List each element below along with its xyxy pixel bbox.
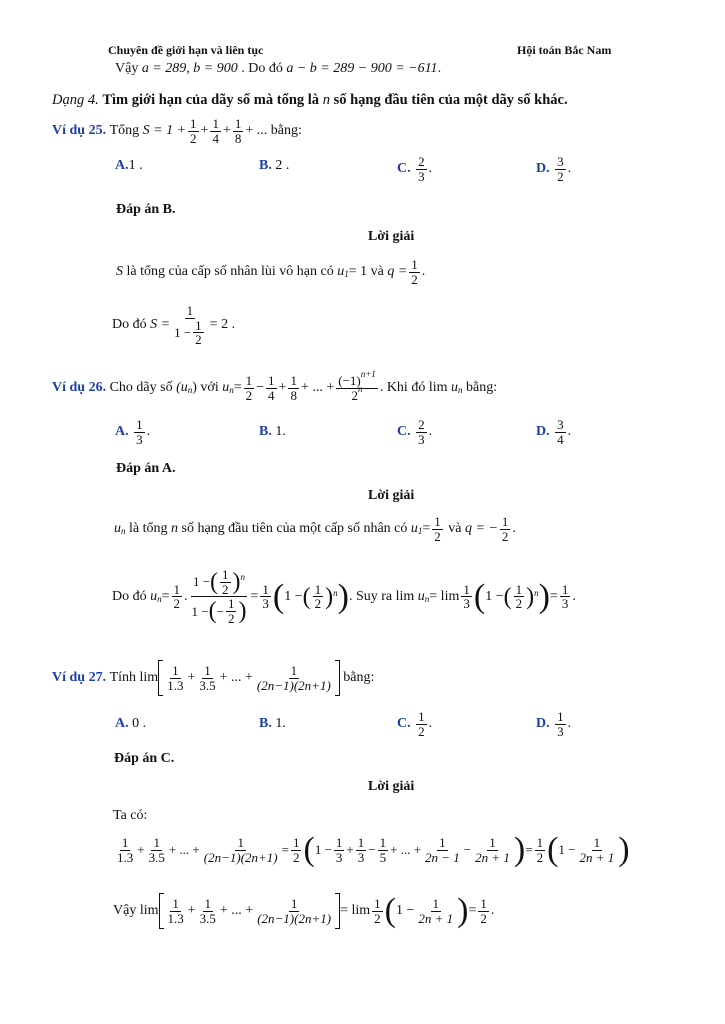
solution-26-line2: Do đó u n = $\frac{1}{2}$ . 1 − ( $\frac{1}{2}$ ) n 1 − ( − $\frac{1}{2}$ ) = $\frac{1}{3}$ ( 1 − ( $\frac{1}{2}$ ) n ) . Suy ra lim u n = lim $\frac{1}{3}$ ( 1 − ( $\frac{1}{2}$ ) n ) = $\frac{1}{3}$ . <box>112 567 576 626</box>
answer-27: Đáp án C. <box>114 751 175 766</box>
option-d: D. $\frac{3}{4}$ . <box>536 417 572 447</box>
example-27-question: Ví dụ 27. Tính lim $\frac{1}{1.3}$ + $\frac{1}{3.5}$ + ... + $\frac{1}{(2n-1)(2n+1)}$ bằng: <box>52 660 374 696</box>
solution-25-line2: Do đó S = 1 1 − $\frac{1}{2}$ = 2 . <box>112 303 236 348</box>
option-b: B. 1. <box>259 716 286 731</box>
solution-title-27: Lời giải <box>368 779 415 794</box>
option-b: B. 2 . <box>259 158 290 173</box>
option-c: C. $\frac{2}{3}$ . <box>397 154 433 184</box>
solution-title-26: Lời giải <box>368 488 415 503</box>
header-left: Chuyên đề giới hạn và liên tục <box>108 43 264 57</box>
option-d: D. $\frac{3}{2}$ . <box>536 154 572 184</box>
answer-25: Đáp án B. <box>116 202 176 217</box>
example-26-question: Ví dụ 26. Cho dãy số (u n ) với u n = $\frac{1}{2}$ − $\frac{1}{4}$ + $\frac{1}{8}$ + ... + $\frac{(-1)^{n+1}}{2^n}$ . Khi đó lim u n bằng: <box>52 369 498 403</box>
option-a: A. 1 . <box>115 158 143 173</box>
example-25-question: Ví dụ 25. Tổng S = 1 + $\frac{1}{2}$ + $\frac{1}{4}$ + $\frac{1}{8}$ + ... bằng: <box>52 116 302 146</box>
option-a: A. 0 . <box>115 716 147 731</box>
option-a: A. $\frac{1}{3}$ . <box>115 417 151 447</box>
option-b: B. 1. <box>259 424 286 439</box>
option-c: C. $\frac{1}{2}$ . <box>397 709 433 739</box>
option-d: D. $\frac{1}{3}$ . <box>536 709 572 739</box>
answer-26: Đáp án A. <box>116 461 176 476</box>
header-right: Hội toán Bắc Nam <box>517 43 612 57</box>
solution-27-long-equation: $\frac{1}{1.3}$ + $\frac{1}{3.5}$ + ... + $\frac{1}{(2n-1)(2n+1)}$ = $\frac{1}{2}$ ( 1 − $\frac{1}{3}$ + $\frac{1}{3}$ − $\frac{1}{5}$ + ... + $\frac{1}{2n - 1}$ − $\frac{1}{2n + 1}$ ) = $\frac{1}{2}$ ( 1 − $\frac{1}{2n + 1}$ ) <box>117 831 630 868</box>
solution-27-conclusion: Vậy lim $\frac{1}{1.3}$ + $\frac{1}{3.5}$ + ... + $\frac{1}{(2n-1)(2n+1)}$ = lim $\frac{1}{2}$ ( 1 − $\frac{1}{2n + 1}$ ) = $\frac{1}{2}$ . <box>113 892 495 929</box>
carry-line: Vậy a = 289, b = 900 . Do đó a − b = 289 − 900 = −611. <box>115 61 442 76</box>
example-label: Ví dụ 25. <box>52 123 107 139</box>
solution-25-line1: S là tổng của cấp số nhân lùi vô hạn có u 1 = 1 và q = $\frac{1}{2}$ . <box>116 257 426 287</box>
option-c: C. $\frac{2}{3}$ . <box>397 417 433 447</box>
ta-co: Ta có: <box>113 808 148 823</box>
solution-26-line1: u n là tổng n số hạng đầu tiên của một cấp số nhân có u 1 = $\frac{1}{2}$ và q = − $\frac{1}{2}$ . <box>114 514 516 544</box>
section-heading: Dạng 4. Tìm giới hạn của dãy số mà tổng là n số hạng đầu tiên của một dãy số khác. <box>52 92 568 108</box>
solution-title-25: Lời giải <box>368 229 415 244</box>
